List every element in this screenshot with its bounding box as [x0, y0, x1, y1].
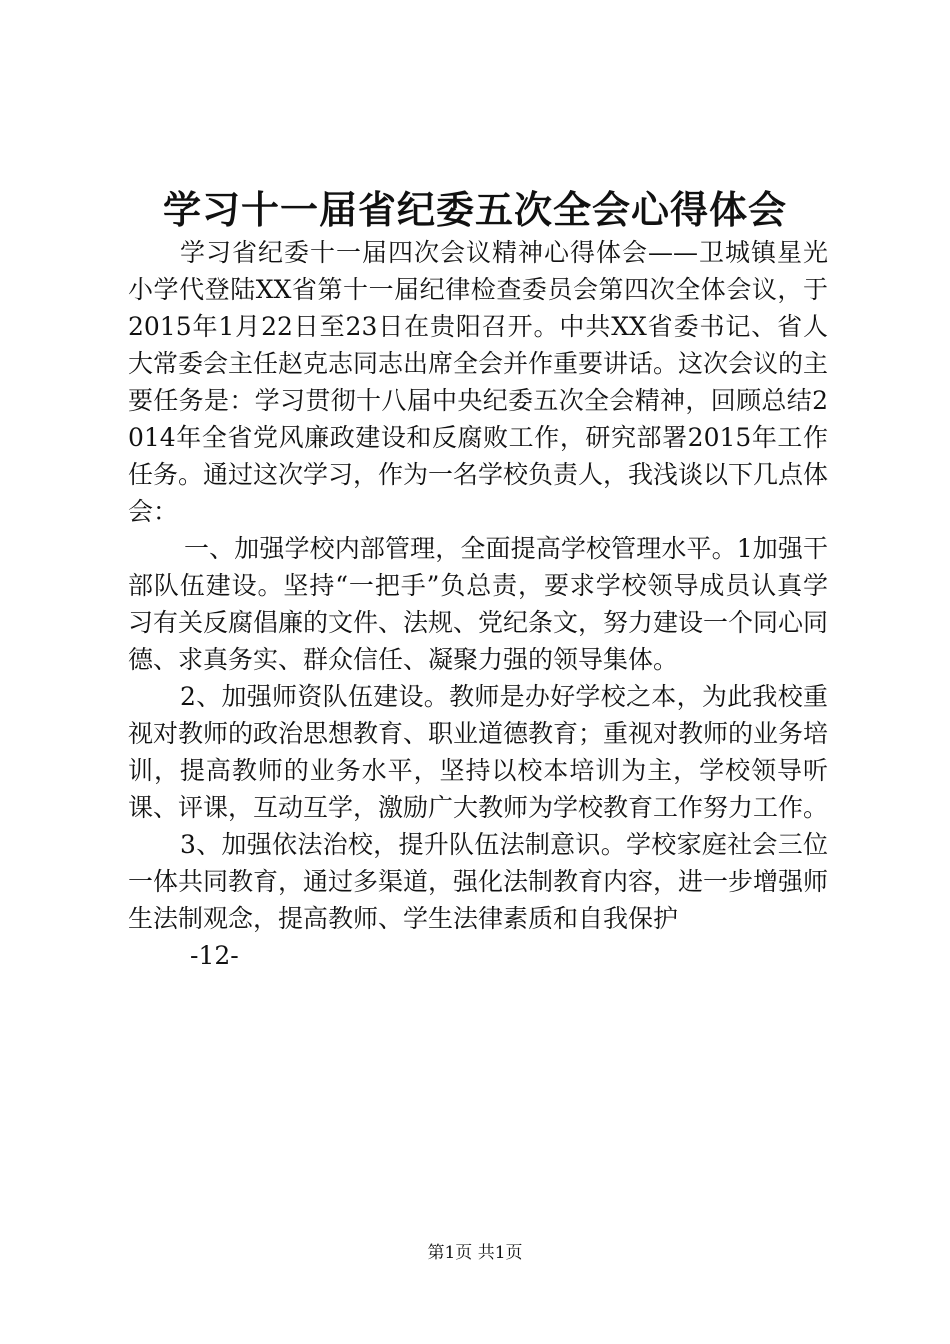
- document-title: 学习十一届省纪委五次全会心得体会: [162, 187, 787, 232]
- page-footer: 第1页 共1页: [427, 1243, 523, 1263]
- paragraph-intro: 学习省纪委十一届四次会议精神心得体会——卫城镇星光小学代登陆XX省第十一届纪律检查委员会第四次全体会议，于2015年1月22日至23日在贵阳召开。中共XX省委书记、省人大常委会主任赵克志同志出席全会并作重要讲话。这次会议的主要任务是：学习贯彻十八届中央纪委五次全会精神，回顾总结2014年全省党风廉政建设和反腐败工作，研究部署2015年工作任务。通过这次学习，作为一名学校负责人，我浅谈以下几点体会：: [128, 238, 829, 526]
- page-marker: -12-: [190, 941, 239, 970]
- paragraph-point-1: 一、加强学校内部管理，全面提高学校管理水平。1加强干部队伍建设。坚持“一把手”负总责，要求学校领导成员认真学习有关反腐倡廉的文件、法规、党纪条文，努力建设一个同心同德、求真务实、群众信任、凝聚力强的领导集体。: [128, 534, 829, 674]
- paragraph-point-2: 2、加强师资队伍建设。教师是办好学校之本，为此我校重视对教师的政治思想教育、职业道德教育；重视对教师的业务培训，提高教师的业务水平，坚持以校本培训为主，学校领导听课、评课，互动互学，激励广大教师为学校教育工作努力工作。: [128, 682, 829, 822]
- paragraph-point-3: 3、加强依法治校，提升队伍法制意识。学校家庭社会三位一体共同教育，通过多渠道，强化法制教育内容，进一步增强师生法制观念，提高教师、学生法律素质和自我保护: [128, 830, 829, 933]
- document-body: [128, 234, 828, 974]
